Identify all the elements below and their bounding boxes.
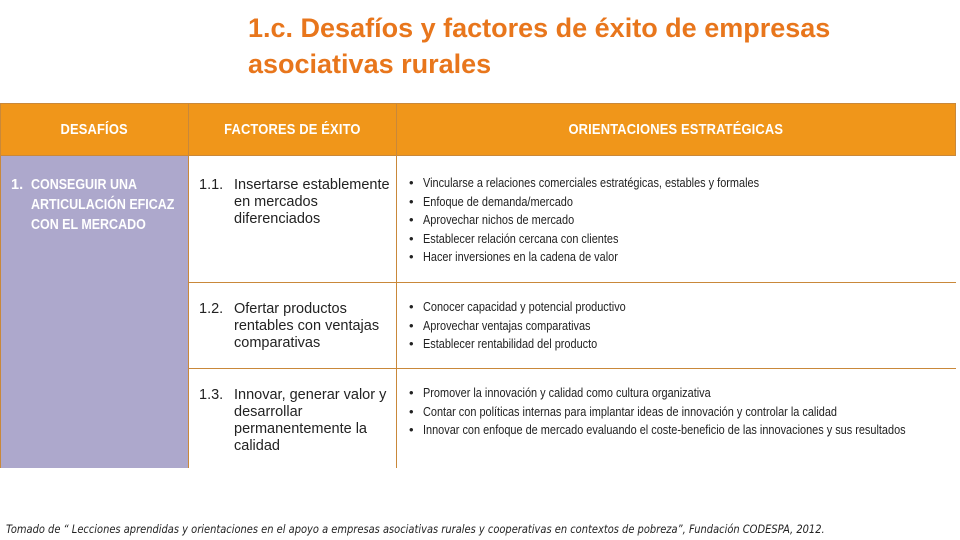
orientations-cell-1-2 xyxy=(397,282,956,368)
orientations-cell-1-1 xyxy=(397,155,956,282)
desafio-number: 1. xyxy=(11,177,24,193)
list-item: • Promover la innovación y calidad como cultura organizativa xyxy=(409,385,711,400)
factor-text: Insertarse establemente en mercados diferenciados xyxy=(234,177,390,227)
header-factores: FACTORES DE ÉXITO xyxy=(189,104,397,155)
table-grid xyxy=(0,103,956,468)
factor-cell-1-3 xyxy=(189,368,397,468)
header-desafios: DESAFÍOS xyxy=(1,104,189,155)
factor-number: 1.3. xyxy=(199,387,224,403)
factor-cell-1-1 xyxy=(189,155,397,282)
factor-number: 1.2. xyxy=(199,301,224,317)
list-item: • Contar con políticas internas para implantar ideas de innovación y controlar la calidad xyxy=(409,403,837,419)
factor-cell-1-2 xyxy=(189,282,397,368)
list-item: • Innovar con enfoque de mercado evaluando el coste-beneficio de las innovaciones y sus resultados xyxy=(409,422,906,437)
list-item: • Aprovechar ventajas comparativas xyxy=(409,317,591,333)
list-item: • Establecer rentabilidad del producto xyxy=(409,336,598,351)
orientations-cell-1-3 xyxy=(397,368,956,468)
orientations-list xyxy=(409,384,956,440)
list-item: • Vincularse a relaciones comerciales estratégicas, estables y formales xyxy=(409,175,760,190)
list-item: • Aprovechar nichos de mercado xyxy=(409,212,575,227)
header-orientaciones: ORIENTACIONES ESTRATÉGICAS xyxy=(397,104,955,155)
slide-title: 1.c. Desafíos y factores de éxito de empresas asociativas rurales xyxy=(248,13,831,79)
factor-text: Ofertar productos rentables con ventajas comparativas xyxy=(234,301,380,351)
factor-text: Innovar, generar valor y desarrollar permanentemente la calidad xyxy=(234,387,387,454)
desafio-text: CONSEGUIR UNA ARTICULACIÓN EFICAZ CON EL MERCADO xyxy=(31,177,175,233)
orientations-list xyxy=(409,298,664,354)
desafio-cell xyxy=(1,155,189,468)
source-citation: Tomado de “ Lecciones aprendidas y orientaciones en el apoyo a empresas asociativas rurales y cooperativas en contextos de pobreza”, Fundación CODESPA, 2012. xyxy=(6,522,825,536)
list-item: • Enfoque de demanda/mercado xyxy=(409,193,573,209)
strategy-table xyxy=(0,103,956,468)
orientations-list xyxy=(409,174,823,267)
list-item: • Establecer relación cercana con clientes xyxy=(409,230,619,246)
list-item: • Hacer inversiones en la cadena de valor xyxy=(409,249,618,264)
list-item: • Conocer capacidad y potencial productivo xyxy=(409,299,626,314)
factor-number: 1.1. xyxy=(199,177,224,193)
